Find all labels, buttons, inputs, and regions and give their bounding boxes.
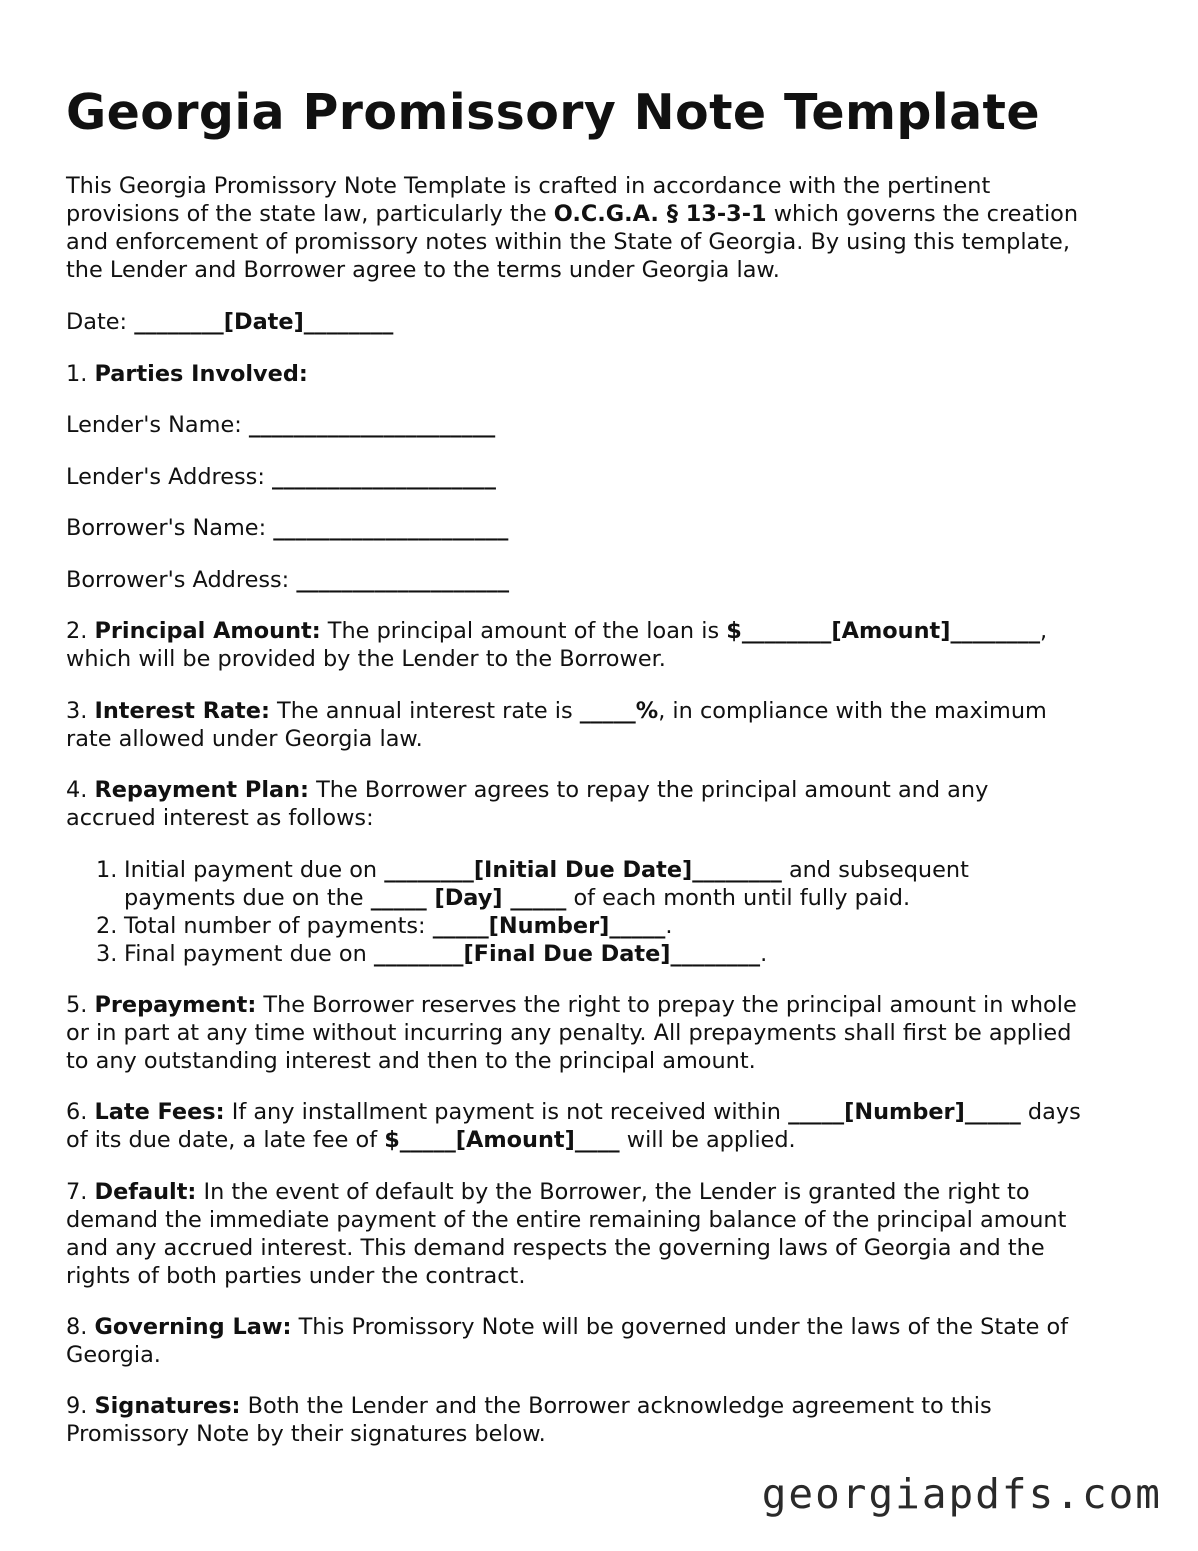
section-text: or in part at any time without incurring any penalty. All prepayments shall first be applied [66, 1020, 1072, 1046]
list-text: Final payment due on [124, 941, 374, 967]
section-number: 1. [66, 361, 95, 387]
section-text: This Promissory Note will be governed under the laws of the State of [291, 1314, 1069, 1340]
list-item [96, 912, 673, 940]
intro-line: and enforcement of promissory notes within the State of Georgia. By using this template, [66, 229, 1070, 255]
intro-line: This Georgia Promissory Note Template is crafted in accordance with the pertinent [66, 173, 991, 199]
section-heading: Interest Rate: [94, 698, 270, 724]
date-blank[interactable]: ________[Date]________ [134, 309, 394, 335]
borrower-address-field [66, 566, 1141, 594]
section-governing-law [66, 1313, 1141, 1369]
lender-name-label: Lender's Name: [66, 412, 249, 438]
page-title: Georgia Promissory Note Template [66, 84, 1041, 141]
section-heading: Signatures: [94, 1393, 241, 1419]
final-due-date-blank[interactable]: ________[Final Due Date]________ [373, 941, 761, 967]
list-text: payments due on the [124, 885, 371, 911]
section-heading: Repayment Plan: [94, 777, 309, 803]
lender-name-field [66, 411, 1141, 439]
section-text: Georgia. [66, 1342, 161, 1368]
date-field [66, 308, 1141, 336]
date-label: Date: [66, 309, 135, 335]
section-heading: Prepayment: [94, 992, 257, 1018]
list-item [96, 856, 969, 884]
section-heading: Principal Amount: [94, 618, 321, 644]
section-text: In the event of default by the Borrower, the Lender is granted the right to [196, 1179, 1030, 1205]
intro-line [66, 200, 1141, 228]
section-text: which will be provided by the Lender to the Borrower. [66, 646, 666, 672]
section-text: , [1040, 618, 1048, 644]
lender-address-label: Lender's Address: [66, 464, 273, 490]
interest-rate-blank[interactable]: _____% [579, 698, 659, 724]
section-text: will be applied. [619, 1127, 796, 1153]
section-text: to any outstanding interest and then to the principal amount. [66, 1048, 756, 1074]
section-heading: Default: [94, 1179, 197, 1205]
lender-address-blank[interactable]: ____________________ [272, 464, 496, 490]
section-text: , in compliance with the maximum [658, 698, 1047, 724]
section-number: 4. [66, 777, 95, 803]
intro-line: the Lender and Borrower agree to the terms under Georgia law. [66, 257, 780, 283]
list-text: and subsequent [781, 857, 969, 883]
list-text: Total number of payments: [124, 913, 433, 939]
section-signatures [66, 1392, 1141, 1448]
day-blank[interactable]: _____ [Day] _____ [370, 885, 567, 911]
late-fee-amount-blank[interactable]: $_____[Amount]____ [384, 1127, 620, 1153]
list-text: . [665, 913, 673, 939]
list-item-continuation [124, 884, 910, 912]
section-number: 6. [66, 1099, 95, 1125]
list-number: 2. [96, 913, 118, 939]
section-text: rate allowed under Georgia law. [66, 726, 423, 752]
section-text: The Borrower reserves the right to prepay the principal amount in whole [256, 992, 1077, 1018]
amount-blank[interactable]: $________[Amount]________ [726, 618, 1041, 644]
site-watermark: georgiapdfs.com [761, 1470, 1162, 1518]
section-number: 9. [66, 1393, 95, 1419]
borrower-name-blank[interactable]: _____________________ [273, 515, 509, 541]
statute-reference: O.C.G.A. § 13-3-1 [553, 201, 767, 227]
borrower-name-label: Borrower's Name: [66, 515, 274, 541]
borrower-address-label: Borrower's Address: [66, 567, 297, 593]
borrower-name-field [66, 514, 1141, 542]
lender-address-field [66, 463, 1141, 491]
list-number: 1. [96, 857, 118, 883]
section-number: 3. [66, 698, 95, 724]
borrower-address-blank[interactable]: ___________________ [296, 567, 510, 593]
intro-text: provisions of the state law, particularly the [66, 201, 554, 227]
initial-due-date-blank[interactable]: ________[Initial Due Date]________ [384, 857, 782, 883]
section-text: Both the Lender and the Borrower acknowledge agreement to this [240, 1393, 992, 1419]
list-item [96, 940, 767, 968]
intro-text: which governs the creation [766, 201, 1079, 227]
section-interest [66, 697, 1141, 753]
section-text: Promissory Note by their signatures below. [66, 1421, 546, 1447]
section-repayment [66, 776, 1141, 832]
section-heading: Late Fees: [94, 1099, 225, 1125]
list-number: 3. [96, 941, 118, 967]
section-number: 7. [66, 1179, 95, 1205]
section-text: days [1020, 1099, 1081, 1125]
section-text: rights of both parties under the contract. [66, 1263, 526, 1289]
lender-name-blank[interactable]: ______________________ [248, 412, 496, 438]
section-late-fees [66, 1098, 1141, 1154]
list-text: Initial payment due on [124, 857, 385, 883]
list-text: . [760, 941, 768, 967]
section-text: of its due date, a late fee of [66, 1127, 385, 1153]
intro-paragraph [66, 172, 1141, 284]
section-default [66, 1178, 1141, 1290]
section-text: accrued interest as follows: [66, 805, 374, 831]
list-text: of each month until fully paid. [566, 885, 911, 911]
section-text: The principal amount of the loan is [320, 618, 727, 644]
section-parties [66, 360, 1141, 388]
section-text: The annual interest rate is [269, 698, 580, 724]
section-number: 5. [66, 992, 95, 1018]
section-text: and any accrued interest. This demand respects the governing laws of Georgia and the [66, 1235, 1045, 1261]
section-text: If any installment payment is not received within [224, 1099, 789, 1125]
section-heading: Parties Involved: [94, 361, 308, 387]
days-number-blank[interactable]: _____[Number]_____ [788, 1099, 1021, 1125]
section-number: 8. [66, 1314, 95, 1340]
section-text: demand the immediate payment of the entire remaining balance of the principal amount [66, 1207, 1067, 1233]
number-of-payments-blank[interactable]: _____[Number]_____ [432, 913, 666, 939]
section-heading: Governing Law: [94, 1314, 292, 1340]
section-text: The Borrower agrees to repay the principal amount and any [309, 777, 989, 803]
section-principal [66, 617, 1141, 673]
section-prepayment [66, 991, 1141, 1075]
section-number: 2. [66, 618, 95, 644]
